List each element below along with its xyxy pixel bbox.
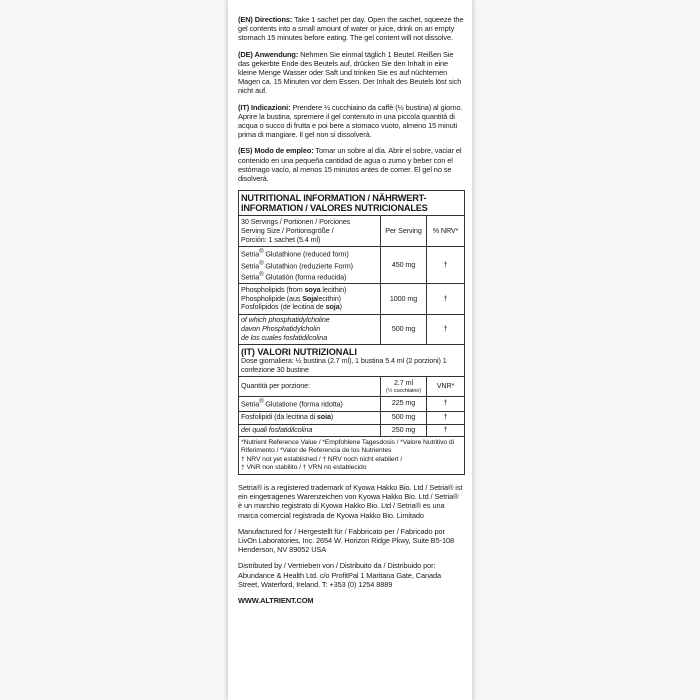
table-row — [239, 284, 465, 314]
distributor-text: Distributed by / Vertrieben von / Distribuito da / Distribuido por: Abundance & Health Ltd. c/o ProfitPal 1 Maritana Gate, Canada Street, Waterford, Ireland. T: +353 (0) 1254 8889 — [238, 561, 442, 589]
table-row — [239, 246, 465, 284]
italian-fosfolipidi-nrv: † — [427, 411, 465, 424]
italian-qty-label: Quantità per porzione: — [239, 377, 381, 396]
italian-glutatione-nrv: † — [427, 396, 465, 411]
italian-qty-value: 2.7 ml (½ cucchiaino) — [381, 377, 427, 396]
italian-header: (IT) VALORI NUTRIZIONALI Dose giornaliera: ½ bustina (2.7 ml), 1 bustina 5.4 ml (2 porzioni) 1 confezione 30 bustine — [239, 345, 465, 377]
table-row — [239, 396, 465, 411]
table-row — [239, 411, 465, 424]
italian-fosfolipidi-label: Fosfolipidi (da lecitina di soia) — [239, 411, 381, 424]
directions-it: (IT) Indicazioni: Prendere ½ cucchiaino da caffè (½ bustina) al giorno. Aprire la bustina, spremere il gel contenuto in una piccola quantità di acqua o succo di frutta e poi bere a stomaco vuoto, almeno 15 minuti prima di mangiare. Il gel non si dissolverà. — [238, 102, 463, 140]
italian-glutatione-label: Setria® Glutatione (forma ridotta) — [239, 396, 381, 411]
phosphatidylcholine-nrv: † — [427, 314, 465, 344]
phospholipids-label: Phospholipids (from soya lecithin) Phospholipide (aus Sojalecithin) Fosfolípidos (de lecitina de soja) — [239, 284, 381, 314]
table-row — [239, 314, 465, 344]
serving-row — [239, 216, 465, 246]
italian-header-row — [239, 345, 465, 377]
nutrition-table — [238, 190, 465, 475]
trademark-text: Setria® is a registered trademark of Kyowa Hakko Bio. Ltd / Setria® ist ein eingetragenes Warenzeichen von Kyowa Hakko Bio. Ltd / Setria® è un marchio registrato di Kyowa Hakko Bio. Ltd / Setria® es una marca comercial registrada de Kyowa Hakko Bio. Limitado — [238, 483, 463, 520]
directions-es: (ES) Modo de empleo: Tomar un sobre al día. Abrir el sobre, vaciar el contenido en una pequeña cantidad de agua o zumo y beber con el estómago vacío, al menos 15 minutos antes de comer. El gel no se disolverá. — [238, 146, 462, 184]
nrv-header: % NRV* — [427, 216, 465, 246]
manufacturer-text: Manufactured for / Hergestellt für / Fabbricato per / Fabricado por LivOn Laboratories, Inc. 2654 W. Horizon Ridge Pkwy, Suite B5-108 Henderson, NV 89052 USA — [238, 526, 455, 555]
glutathione-label: Setria® Glutathione (reduced form) Setria® Glutathion (reduzierte Form) Setria® Glutatión (forma reducida) — [239, 246, 381, 284]
italian-fosfolipidi-amount: 500 mg — [381, 411, 427, 424]
italian-qty-row — [239, 377, 465, 396]
directions-en: (EN) Directions: Take 1 sachet per day. Open the sachet, squeeze the gel contents into a small amount of water or juice, drink on an empty stomach 15 minutes before eating. The gel content will not dissolve. — [238, 15, 464, 43]
phospholipids-amount: 1000 mg — [381, 284, 427, 314]
phospholipids-nrv: † — [427, 284, 465, 314]
italian-vnr-header: VNR* — [427, 377, 465, 396]
glutathione-nrv: † — [427, 246, 465, 284]
phosphatidylcholine-amount: 500 mg — [381, 314, 427, 344]
phosphatidylcholine-label: of which phosphatidylcholine davon Phosphatidylcholin de los cuales fosfatidilcolina — [239, 314, 381, 344]
table-row — [239, 424, 465, 437]
website-link: WWW.ALTRIENT.COM — [238, 596, 314, 606]
serving-info: 30 Servings / Portionen / Porciones Serving Size / Portionsgröße / Porción: 1 sachet (5.4 ml) — [239, 216, 381, 246]
italian-fosfatidilcolina-amount: 250 mg — [381, 424, 427, 437]
italian-glutatione-amount: 225 mg — [381, 396, 427, 411]
glutathione-amount: 450 mg — [381, 246, 427, 284]
italian-fosfatidilcolina-label: dei quali fosfatidilcolina — [239, 424, 381, 437]
reference-notes: *Nutrient Reference Value / *Empfohlene Tagesdosis / *Valore Nutritivo di Riferimento / *Valor de Referencia de los Nutrientes † NRV not yet established / † NRV noch nicht etabliert / † VNR non stabilito / † VRN no establecido — [239, 437, 465, 475]
notes-row — [239, 437, 465, 475]
nutrition-title-row — [239, 191, 465, 216]
nutrition-title: NUTRITIONAL INFORMATION / NÄHRWERT-INFORMATION / VALORES NUTRICIONALES — [239, 191, 465, 216]
italian-fosfatidilcolina-nrv: † — [427, 424, 465, 437]
per-serving-header: Per Serving — [381, 216, 427, 246]
label-content — [238, 15, 464, 605]
directions-de: (DE) Anwendung: Nehmen Sie einmal täglich 1 Beutel. Reißen Sie das gekerbte Ende des Beutels auf, drücken Sie den Inhalt in eine kleine Menge Wasser oder Saft und trinken Sie es auf nüchternen Magen ca. 15 Minuten vor dem Essen. Der Inhalt des Beutels löst sich nicht auf. — [238, 49, 462, 96]
